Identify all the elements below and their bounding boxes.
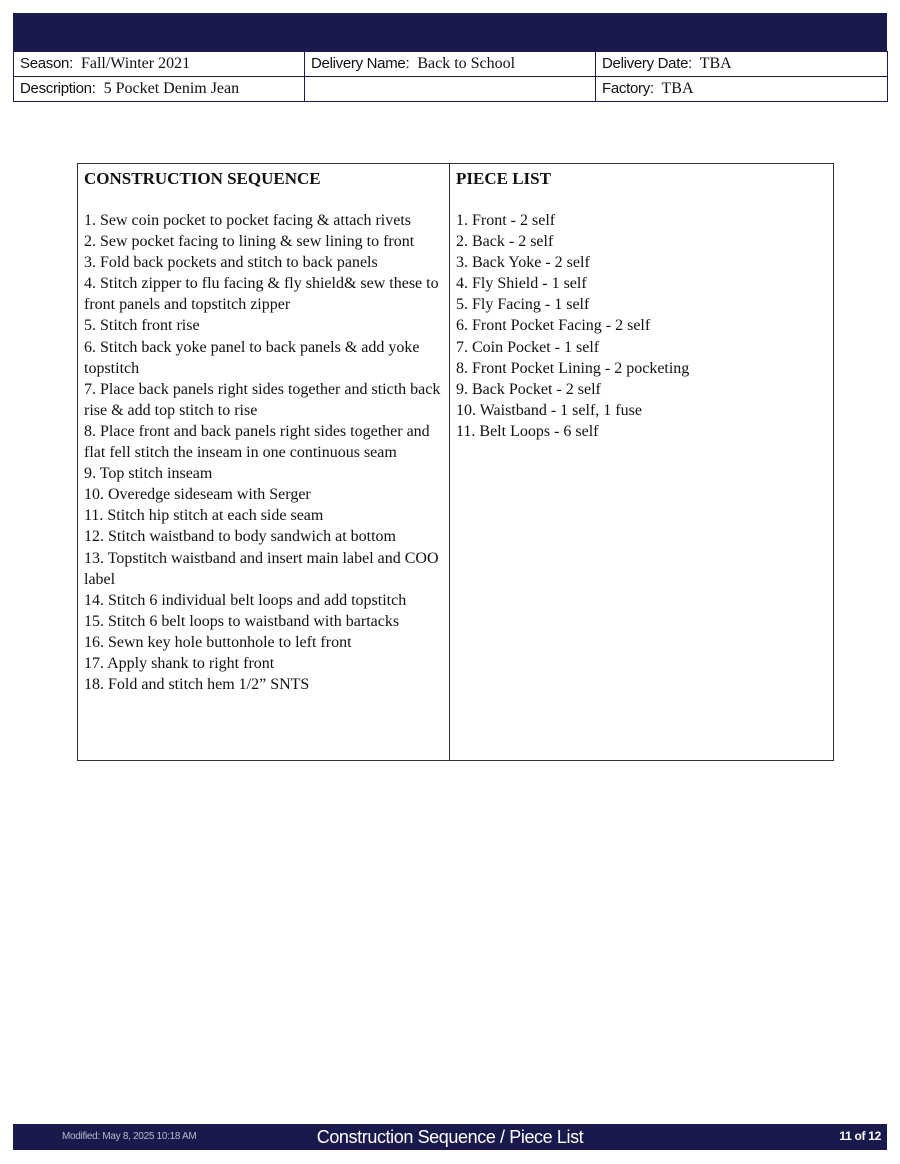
construction-step: 12. Stitch waistband to body sandwich at bottom — [84, 528, 396, 546]
delivery-date-value: TBA — [699, 55, 732, 72]
piece-item: 11. Belt Loops - 6 self — [456, 422, 599, 440]
piece-item: 4. Fly Shield - 1 self — [456, 275, 587, 293]
construction-step: 4. Stitch zipper to flu facing & fly shield& sew these to front panels and topstitch zipper — [84, 275, 439, 314]
construction-step: 7. Place back panels right sides together and sticth back rise & add top stitch to rise — [84, 380, 441, 419]
piece-list — [456, 210, 827, 442]
footer-bar — [13, 1124, 887, 1150]
season-cell — [14, 52, 305, 77]
factory-cell — [596, 77, 888, 102]
description-value: 5 Pocket Denim Jean — [103, 80, 240, 97]
delivery-date-label: Delivery Date: — [602, 55, 692, 72]
description-label: Description: — [20, 80, 96, 97]
factory-value: TBA — [661, 80, 694, 97]
piece-item: 3. Back Yoke - 2 self — [456, 254, 590, 272]
delivery-name-value: Back to School — [417, 55, 516, 72]
season-value: Fall/Winter 2021 — [80, 55, 191, 72]
construction-step: 9. Top stitch inseam — [84, 465, 213, 483]
description-cell — [14, 77, 305, 102]
info-row — [14, 52, 888, 77]
page-number: 11 of 12 — [839, 1129, 881, 1143]
construction-sequence-title: CONSTRUCTION SEQUENCE — [84, 169, 321, 188]
construction-step: 17. Apply shank to right front — [84, 654, 275, 672]
construction-step: 15. Stitch 6 belt loops to waistband with bartacks — [84, 612, 400, 630]
info-row — [14, 77, 888, 102]
header-bar — [13, 13, 887, 51]
piece-list-title: PIECE LIST — [456, 169, 551, 188]
piece-list-cell — [450, 164, 834, 761]
delivery-date-cell — [596, 52, 888, 77]
construction-sequence-list — [84, 210, 443, 695]
construction-step: 11. Stitch hip stitch at each side seam — [84, 507, 324, 525]
construction-step: 2. Sew pocket facing to lining & sew lining to front — [84, 233, 415, 251]
construction-row — [78, 164, 834, 761]
empty-cell — [305, 77, 596, 102]
modified-timestamp: Modified: May 8, 2025 10:18 AM — [62, 1131, 197, 1142]
piece-item: 7. Coin Pocket - 1 self — [456, 338, 600, 356]
piece-item: 2. Back - 2 self — [456, 233, 554, 251]
construction-step: 6. Stitch back yoke panel to back panels & add yoke topstitch — [84, 338, 420, 377]
construction-step: 18. Fold and stitch hem 1/2” SNTS — [84, 676, 310, 694]
piece-item: 9. Back Pocket - 2 self — [456, 380, 601, 398]
season-label: Season: — [20, 55, 73, 72]
construction-sequence-cell — [78, 164, 450, 761]
piece-item: 1. Front - 2 self — [456, 212, 556, 229]
spec-info-table — [13, 51, 888, 102]
factory-label: Factory: — [602, 80, 654, 97]
construction-step: 10. Overedge sideseam with Serger — [84, 486, 311, 504]
construction-step: 8. Place front and back panels right sides together and flat fell stitch the inseam in one continuous seam — [84, 422, 430, 462]
piece-item: 5. Fly Facing - 1 self — [456, 296, 590, 314]
construction-step: 5. Stitch front rise — [84, 317, 200, 335]
delivery-name-cell — [305, 52, 596, 77]
construction-step: 3. Fold back pockets and stitch to back panels — [84, 254, 378, 272]
construction-step: 14. Stitch 6 individual belt loops and add topstitch — [84, 591, 407, 609]
construction-step: 13. Topstitch waistband and insert main label and COO label — [84, 549, 439, 588]
footer-title: Construction Sequence / Piece List — [316, 1127, 584, 1147]
construction-step: 16. Sewn key hole buttonhole to left front — [84, 633, 352, 651]
construction-step: 1. Sew coin pocket to pocket facing & attach rivets — [84, 212, 412, 229]
piece-item: 8. Front Pocket Lining - 2 pocketing — [456, 359, 690, 377]
delivery-name-label: Delivery Name: — [311, 55, 410, 72]
piece-item: 6. Front Pocket Facing - 2 self — [456, 317, 651, 335]
piece-item: 10. Waistband - 1 self, 1 fuse — [456, 401, 642, 419]
construction-table — [77, 163, 834, 761]
